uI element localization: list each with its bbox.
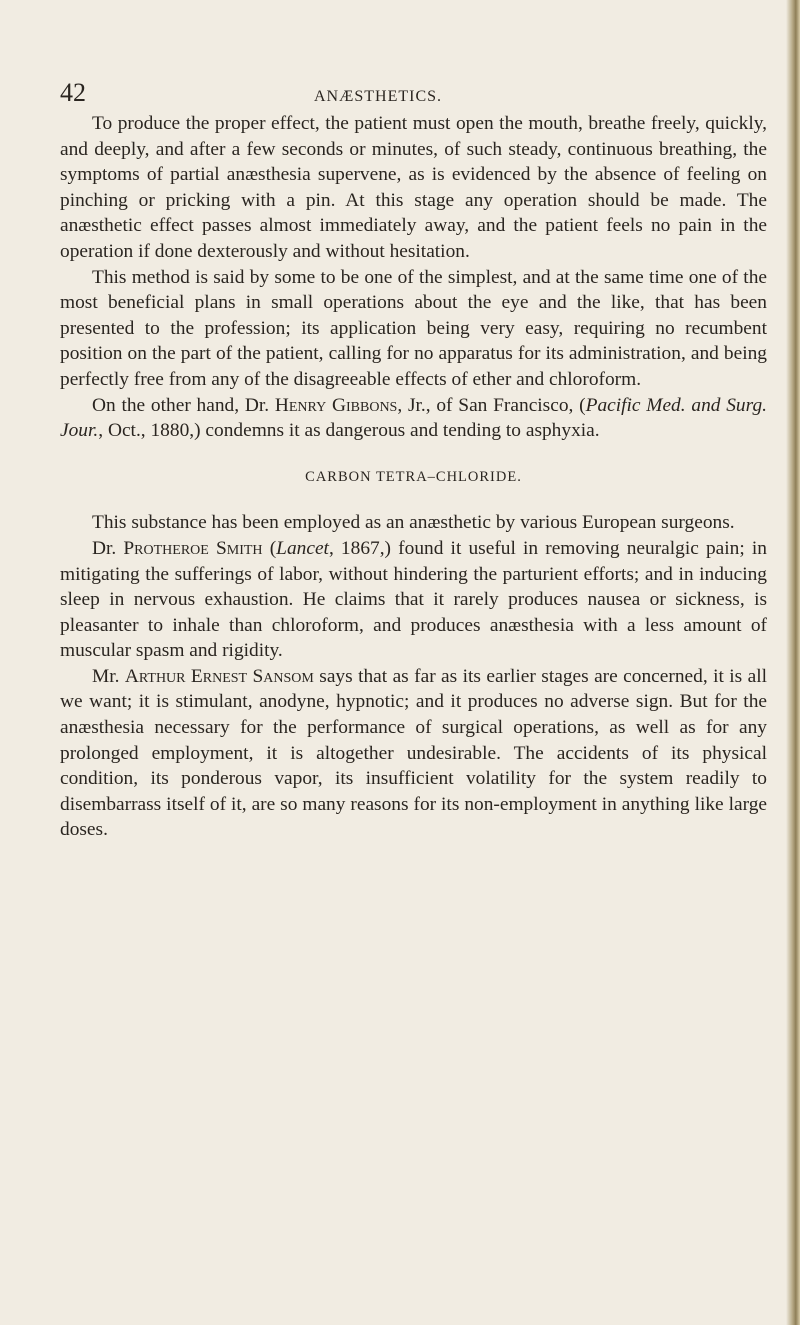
paragraph-6-text: says that as far as its earlier stages are concerned, it is all we want; it is stimulant, anodyne, hypnotic; and it produces no adverse sign. But for the anæsthesia necessary for the performance of surgical operations, as well as for any prolonged employment, it is altogether undesirable. The accidents of its physical condition, its ponderous vapor, its insufficient volatility for the system readily to disembarrass itself of it, are so many reasons for its non-employment in anything like large doses. [60, 665, 767, 841]
running-head: ANÆSTHETICS. [314, 88, 443, 105]
page-edge-shadow [786, 0, 800, 1325]
paragraph-1: To produce the proper effect, the patient must open the mouth, breathe freely, quickly, and deeply, and after a few seconds or minutes, of such steady, continuous breathing, the symptoms of partial anæsthesia supervene, as is evidenced by the absence of feeling on pinching or pricking with a pin. At this stage any operation should be made. The anæsthetic effect passes almost immediately away, and the patient feels no pain in the operation if done dexterously and without hesitation. [60, 113, 767, 262]
paragraph-4: This substance has been employed as an anæsthetic by various European surgeons. [92, 512, 735, 534]
paragraph-5-text: , 1867,) found it useful in removing neuralgic pain; in mitigating the sufferings of labor, without hindering the parturient efforts; and in inducing sleep in nervous exhaustion. He claims that it rarely produces nausea or sickness, is pleasanter to inhale than chloroform, and produces anæsthesia with a less amount of muscular spasm and rigidity. [60, 537, 767, 662]
citation-journal: Pacific Med. and Surg. Jour. [60, 394, 767, 442]
paragraph-6 [60, 664, 767, 843]
paragraph-3-text: , Oct., 1880,) condemns it as dangerous and tending to asphyxia. [98, 420, 600, 442]
paragraph-3-text: , Jr., of San Francisco, ( [397, 394, 586, 416]
paragraph-2: This method is said by some to be one of the simplest, and at the same time one of the most beneficial plans in small operations about the eye and the like, that has been presented to the profession; its application being very easy, requiring no recumbent position on the part of the patient, calling for no apparatus for its administration, and being perfectly free from any of the disagreeable effects of ether and chloroform. [60, 266, 767, 390]
page-header [60, 78, 765, 114]
paragraph-5-text: ( [262, 537, 277, 559]
paragraph-3-text: On the other hand, Dr. [92, 394, 275, 416]
page-number: 42 [60, 78, 86, 107]
author-name-gibbons: Henry Gibbons [274, 394, 398, 416]
author-name-smith: Protheroe Smith [123, 537, 263, 559]
section-heading: CARBON TETRA–CHLORIDE. [305, 468, 522, 485]
citation-lancet: Lancet [276, 537, 329, 559]
author-name-sansom: Arthur Ernest Sansom [124, 665, 314, 687]
paragraph-3 [60, 393, 767, 444]
paragraph-5-text: Dr. [92, 537, 124, 559]
paragraph-5 [60, 536, 767, 664]
paragraph-6-text: Mr. [92, 665, 125, 687]
body-text [60, 111, 767, 843]
